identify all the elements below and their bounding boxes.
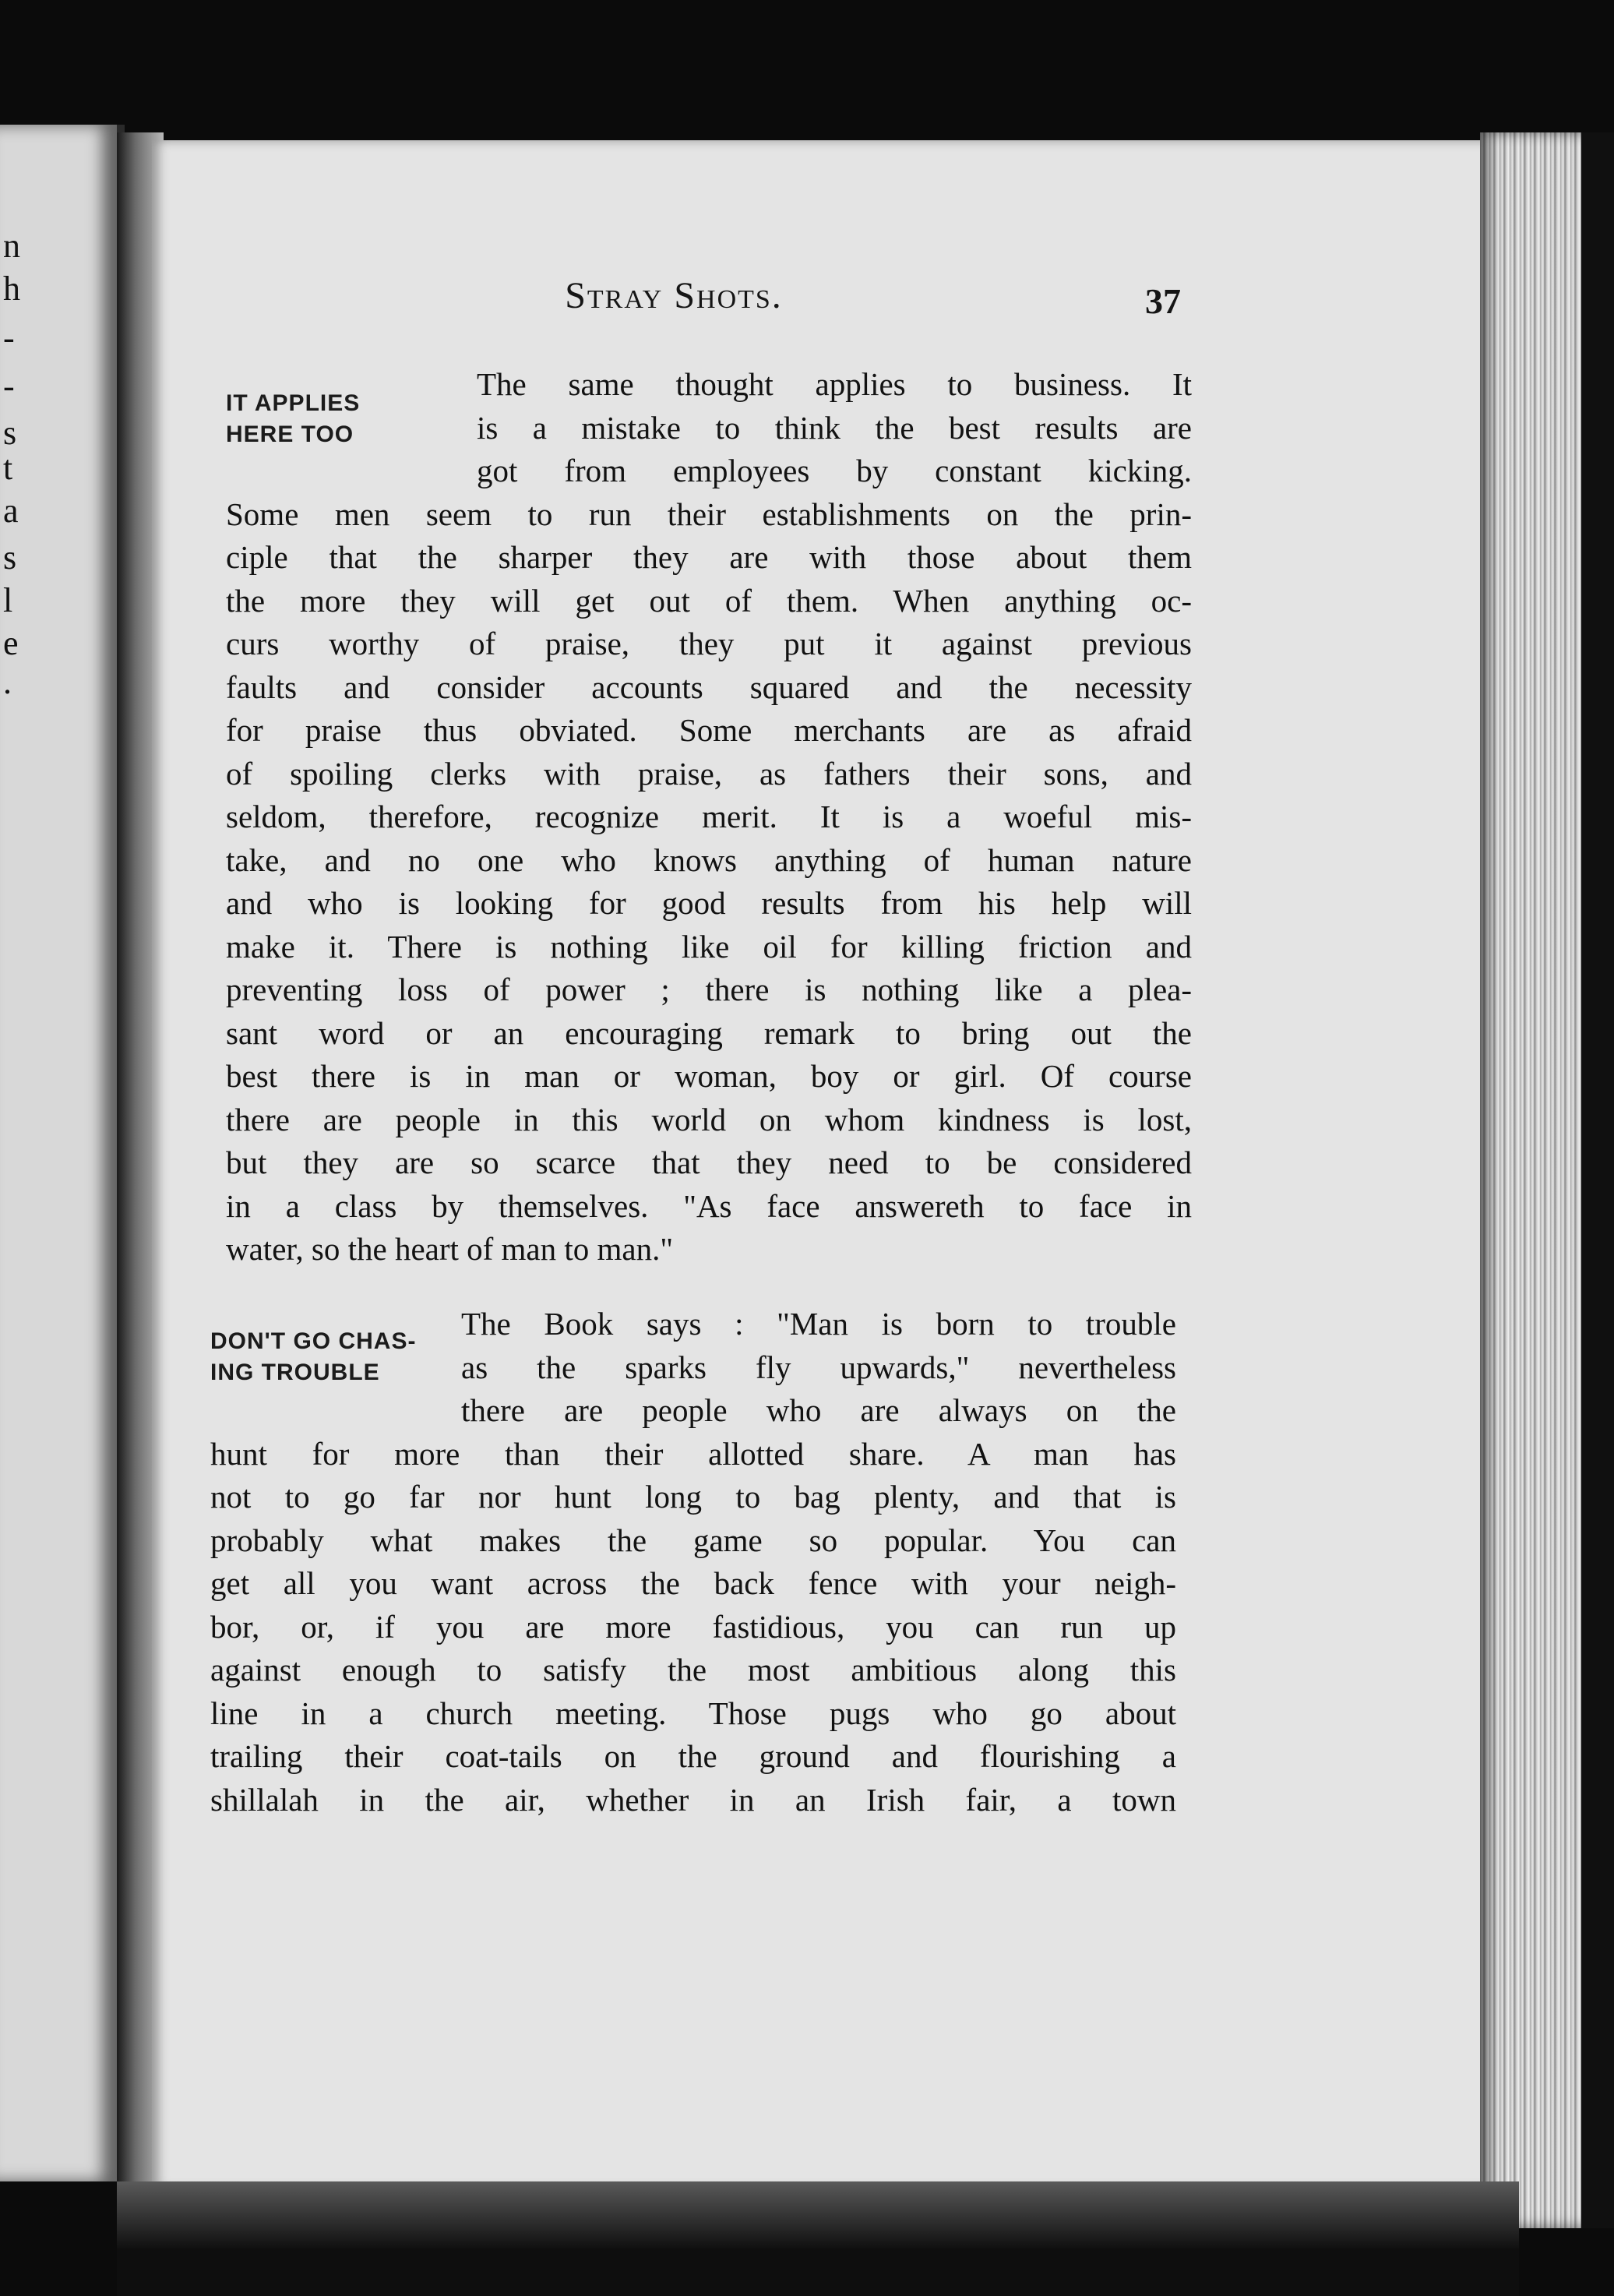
text-line: best there is in man or woman, boy or girl. Of course [226,1058,1192,1094]
left-page-fragment: s [3,538,17,577]
text-line: there are people who are always on the [461,1392,1176,1428]
page-edges [1480,132,1597,2228]
text-line: the more they will get out of them. When anything oc- [226,582,1192,619]
edge-shadow [1581,132,1614,2228]
text-line: trailing their coat-tails on the ground and flourishing a [210,1738,1176,1774]
text-line: bor, or, if you are more fastidious, you can run up [210,1608,1176,1645]
left-page-fragment: l [3,581,13,619]
left-page-fragment: s [3,414,17,452]
text-line: hunt for more than their allotted share. A man has [210,1435,1176,1472]
left-page-fragment: a [3,492,19,530]
text-line: make it. There is nothing like oil for killing friction and [226,928,1192,965]
sidenote-line: ING TROUBLE [210,1360,380,1385]
text-line: as the sparks fly upwards," nevertheless [461,1349,1176,1385]
text-line: against enough to satisfy the most ambitious along this [210,1652,1176,1688]
bottom-shadow [117,2181,1519,2296]
text-line: but they are so scarce that they need to be considered [226,1144,1192,1180]
text-line: of spoiling clerks with praise, as fathers their sons, and [226,755,1192,792]
text-line: ciple that the sharper they are with those about them [226,539,1192,575]
sidenote-dont-go-chasing [210,1326,421,1388]
text-line: water, so the heart of man to man." [226,1231,674,1267]
text-line: sant word or an encouraging remark to bring out the [226,1014,1192,1051]
left-page-fragment: - [3,367,15,405]
text-line: The same thought applies to business. It [477,366,1192,402]
text-line: get all you want across the back fence with your neigh- [210,1565,1176,1601]
text-line: for praise thus obviated. Some merchants are as afraid [226,712,1192,748]
left-page-fragment: h [3,270,20,308]
left-page-fragment: n [3,227,20,265]
left-page-edge [0,125,125,2181]
text-line: probably what makes the game so popular. You can [210,1522,1176,1558]
text-line: preventing loss of power ; there is nothing like a plea- [226,972,1192,1007]
text-line: and who is looking for good results from his help will [226,885,1192,921]
page-number: 37 [1145,281,1181,321]
text-line: faults and consider accounts squared and the necessity [226,668,1192,705]
left-page-fragment: - [3,319,15,357]
text-line: in a class by themselves. "As face answereth to face in [226,1187,1192,1224]
text-line: take, and no one who knows anything of human nature [226,841,1192,878]
text-line: Some men seem to run their establishments on the prin- [226,496,1192,532]
running-head [152,274,1196,317]
sidenote-it-applies [226,388,436,450]
sidenote-line: DON'T GO CHAS- [210,1328,417,1354]
sidenote-line: HERE TOO [226,421,354,447]
text-line: line in a church meeting. Those pugs who go about [210,1695,1176,1731]
text-line: shillalah in the air, whether in an Irish fair, a town [210,1781,1176,1818]
sidenote-line: IT APPLIES [226,390,361,416]
left-page-fragment: . [3,663,12,701]
running-head-word-2: Shots. [674,275,783,316]
left-page-fragment: e [3,624,19,662]
left-page-fragment: t [3,449,13,487]
text-line: there are people in this world on whom kindness is lost, [226,1101,1192,1137]
text-line: not to go far nor hunt long to bag plenty, and that is [210,1479,1176,1515]
running-head-word-1: Stray [565,275,664,316]
text-line: curs worthy of praise, they put it against previous [226,626,1192,661]
text-line: seldom, therefore, recognize merit. It is a woeful mis- [226,799,1192,834]
text-line: The Book says : "Man is born to trouble [461,1306,1176,1342]
text-line: is a mistake to think the best results are [477,409,1192,446]
text-line: got from employees by constant kicking. [477,453,1192,488]
